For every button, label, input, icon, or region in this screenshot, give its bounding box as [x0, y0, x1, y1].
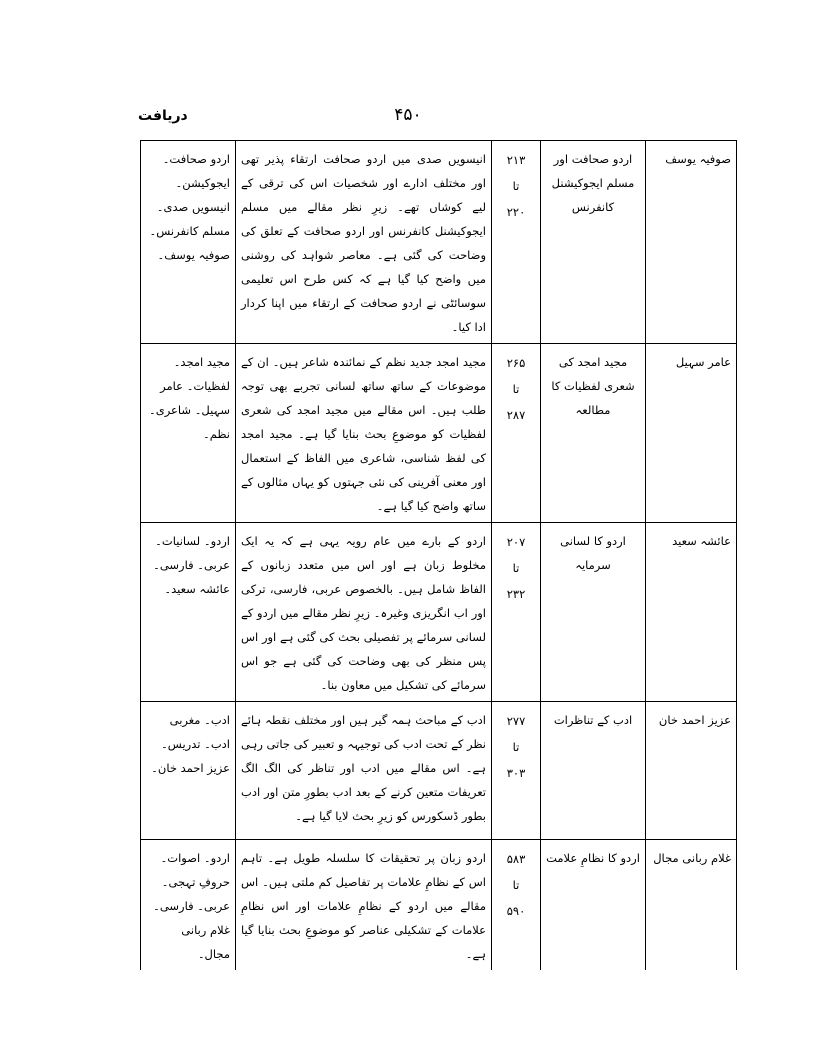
pages-cell: [492, 344, 541, 523]
pages-cell: [492, 702, 541, 840]
title-cell: مجید امجد کی شعری لفظیات کا مطالعہ: [541, 344, 646, 523]
abstract-cell: اردو کے بارے میں عام رویہ یہی ہے کہ یہ ایک مخلوط زبان ہے اور اس میں متعدد زبانوں کے الفاظ شامل ہیں۔ بالخصوص عربی، فارسی، ترکی اور اب انگریزی وغیرہ۔ زیرِ نظر مقالے میں اردو کے لسانی سرمائے پر تفصیلی بحث کی گئی ہے اور اس پس منظر کی بھی وضاحت کی گئی ہے جو اس سرمائے کی تشکیل میں معاون بنا۔: [236, 523, 492, 702]
title-cell: اردو کا نظامِ علامت: [541, 840, 646, 971]
page-to-separator: تا: [512, 740, 520, 754]
table-row: [141, 344, 737, 523]
pages-cell: [492, 141, 541, 344]
title-cell: ادب کے تناظرات: [541, 702, 646, 840]
title-cell: اردو کا لسانی سرمایہ: [541, 523, 646, 702]
keywords-cell: مجید امجد۔ لفظیات۔ عامر سہیل۔ شاعری۔ نظم۔: [141, 344, 236, 523]
keywords-cell: اردو۔ لسانیات۔ عربی۔ فارسی۔ عائشہ سعید۔: [141, 523, 236, 702]
page-from: ۲۱۳: [506, 153, 526, 167]
article-index-table: [140, 140, 737, 970]
page-to-separator: تا: [512, 561, 520, 575]
author-cell: عزیز احمد خان: [646, 702, 737, 840]
abstract-cell: ادب کے مباحث ہمہ گیر ہیں اور مختلف نقطہ ہائے نظر کے تحت ادب کی توجیہہ و تعبیر کی جاتی رہی ہے۔ اس مقالے میں ادب اور تناظر کی الگ الگ تعریفات متعین کرنے کے بعد ادب بطورِ متن اور ادب بطور ڈسکورس کو زیرِ بحث لایا گیا ہے۔: [236, 702, 492, 840]
author-cell: عامر سہیل: [646, 344, 737, 523]
page-to: ۲۸۷: [506, 408, 526, 422]
page-number: ۴۵۰: [394, 105, 422, 125]
page-to: ۳۰۳: [506, 766, 526, 780]
page-from: ۲۰۷: [506, 535, 526, 549]
author-cell: صوفیہ یوسف: [646, 141, 737, 344]
page-from: ۲۷۷: [506, 714, 526, 728]
page-to-separator: تا: [512, 382, 520, 396]
abstract-cell: اردو زبان پر تحقیقات کا سلسلہ طویل ہے۔ تاہم اس کے نظامِ علامات پر تفاصیل کم ملتی ہیں۔ اس مقالے میں اردو کے نظامِ علامات اور اس نظامِ علامات کے تشکیلی عناصر کو موضوعِ بحث بنایا گیا ہے۔: [236, 840, 492, 971]
abstract-cell: مجید امجد جدید نظم کے نمائندہ شاعر ہیں۔ ان کے موضوعات کے ساتھ ساتھ لسانی تجربے بھی توجہ طلب ہیں۔ اس مقالے میں مجید امجد کی شعری لفظیات کو موضوعِ بحث بنایا گیا ہے۔ مجید امجد کی لفظ شناسی، شاعری میں الفاظ کے استعمال اور معنی آفرینی کی نئی جہتوں کو یہاں مثالوں کے ساتھ واضح کیا گیا ہے۔: [236, 344, 492, 523]
author-cell: عائشہ سعید: [646, 523, 737, 702]
table-row: [141, 523, 737, 702]
page-to: ۲۲۰: [506, 205, 526, 219]
table-row: [141, 702, 737, 840]
abstract-cell: انیسویں صدی میں اردو صحافت ارتقاء پذیر تھی اور مختلف ادارے اور شخصیات اس کی ترقی کے لیے کوشاں تھے۔ زیرِ نظر مقالے میں مسلم ایجوکیشنل کانفرنس اور اردو صحافت کے تعلق کی وضاحت کی گئی ہے۔ معاصر شواہد کی روشنی میں واضح کیا گیا ہے کہ کس طرح اس تعلیمی سوسائٹی نے اردو صحافت کے ارتقاء میں اپنا کردار ادا کیا۔: [236, 141, 492, 344]
page-to: ۵۹۰: [506, 904, 526, 918]
table-row: [141, 141, 737, 344]
page-to-separator: تا: [512, 878, 520, 892]
keywords-cell: اردو۔ اصوات۔ حروفِ تہجی۔ عربی۔ فارسی۔ غلام ربانی مجال۔: [141, 840, 236, 971]
page-to-separator: تا: [512, 179, 520, 193]
author-cell: غلام ربانی مجال: [646, 840, 737, 971]
journal-name: دریافت: [138, 108, 188, 124]
pages-cell: [492, 523, 541, 702]
table-row: [141, 840, 737, 971]
title-cell: اردو صحافت اور مسلم ایجوکیشنل کانفرنس: [541, 141, 646, 344]
page-from: ۵۸۳: [506, 852, 526, 866]
page-from: ۲۶۵: [506, 356, 526, 370]
page-to: ۲۳۲: [506, 587, 526, 601]
pages-cell: [492, 840, 541, 971]
keywords-cell: ادب۔ مغربی ادب۔ تدریس۔ عزیز احمد خان۔: [141, 702, 236, 840]
keywords-cell: اردو صحافت۔ ایجوکیشن۔ انیسویں صدی۔ مسلم کانفرنس۔ صوفیہ یوسف۔: [141, 141, 236, 344]
